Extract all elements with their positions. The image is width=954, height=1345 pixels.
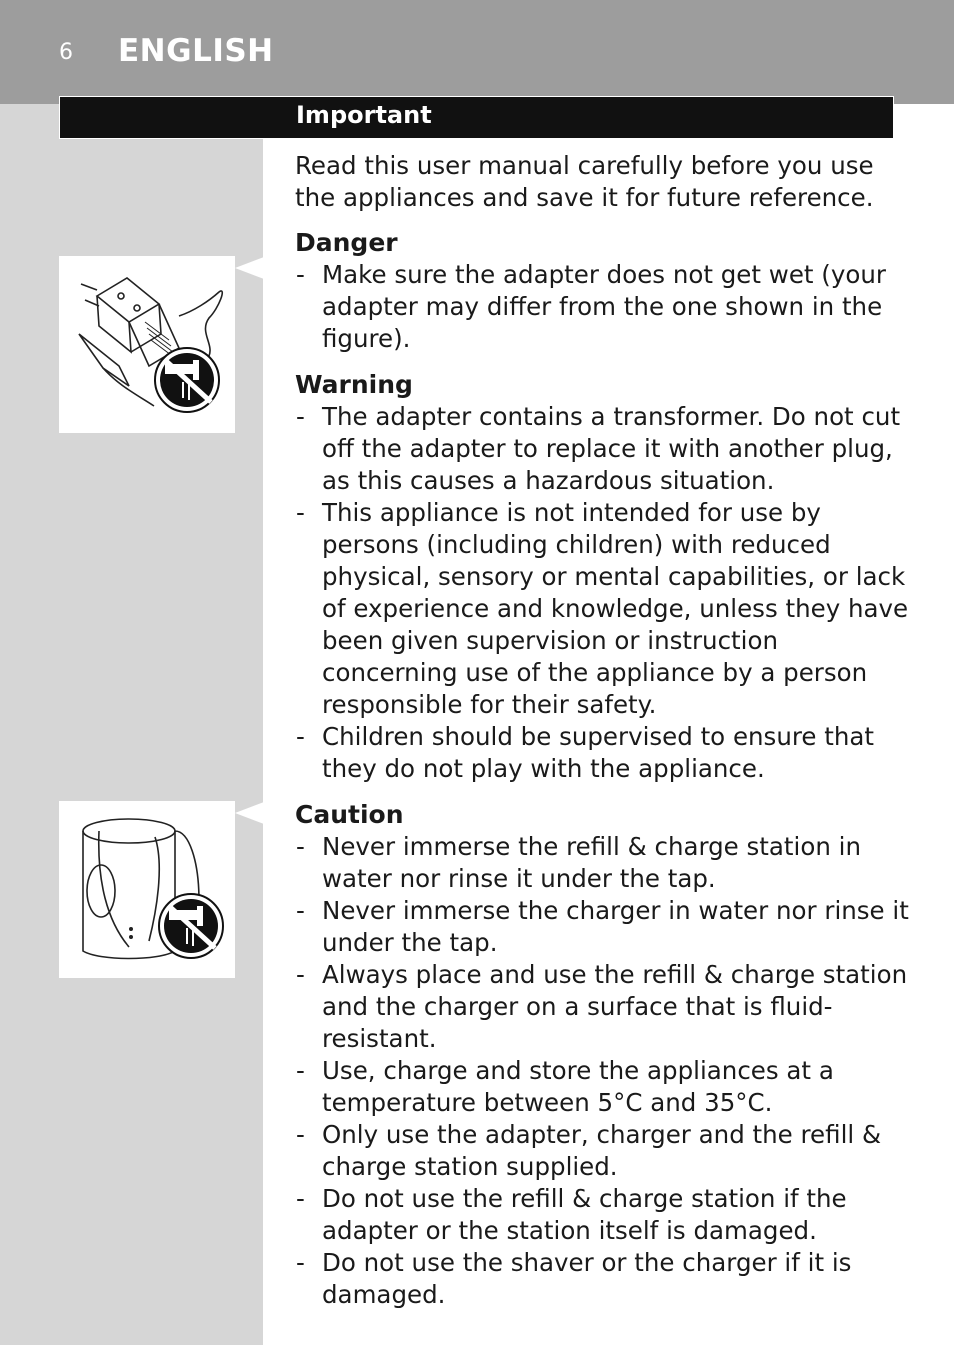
section-title: Important [296, 101, 432, 129]
list-item: - Use, charge and store the appliances at a temperature between 5°C and 35°C. [295, 1055, 910, 1119]
list-item: - Do not use the refill & charge station if the adapter or the station itself is damaged. [295, 1183, 910, 1247]
page-number: 6 [59, 40, 73, 65]
warning-heading: Warning [295, 370, 413, 399]
list-item: - Never immerse the charger in water nor rinse it under the tap. [295, 895, 910, 959]
main-content [295, 150, 910, 1325]
caution-heading: Caution [295, 800, 404, 829]
list-item: - Children should be supervised to ensure that they do not play with the appliance. [295, 721, 910, 785]
figure-station-no-water [59, 801, 235, 978]
intro-text: Read this user manual carefully before you use the appliances and save it for future reference. [295, 151, 874, 212]
adapter-illustration-icon [59, 256, 235, 433]
figure-pointer [235, 802, 264, 824]
list-item: - Only use the adapter, charger and the refill & charge station supplied. [295, 1119, 910, 1183]
list-item: - Make sure the adapter does not get wet (your adapter may differ from the one shown in the figure). [295, 259, 910, 355]
list-item: - The adapter contains a transformer. Do not cut off the adapter to replace it with another plug, as this causes a hazardous situation. [295, 401, 910, 497]
station-illustration-icon [59, 801, 235, 978]
danger-heading: Danger [295, 228, 398, 257]
list-item: - Always place and use the refill & charge station and the charger on a surface that is fluid-resistant. [295, 959, 910, 1055]
warning-list [295, 401, 910, 785]
figure-pointer [235, 257, 264, 279]
language-title: ENGLISH [118, 33, 274, 69]
caution-list [295, 831, 910, 1311]
danger-list [295, 259, 910, 355]
list-item: - Do not use the shaver or the charger if it is damaged. [295, 1247, 910, 1311]
figure-adapter-no-water [59, 256, 235, 433]
list-item: - Never immerse the refill & charge station in water nor rinse it under the tap. [295, 831, 910, 895]
list-item: - This appliance is not intended for use by persons (including children) with reduced physical, sensory or mental capabilities, or lack of experience and knowledge, unless they have been given supervision or instruction concerning use of the appliance by a person responsible for their safety. [295, 497, 910, 721]
section-bar [59, 96, 894, 139]
